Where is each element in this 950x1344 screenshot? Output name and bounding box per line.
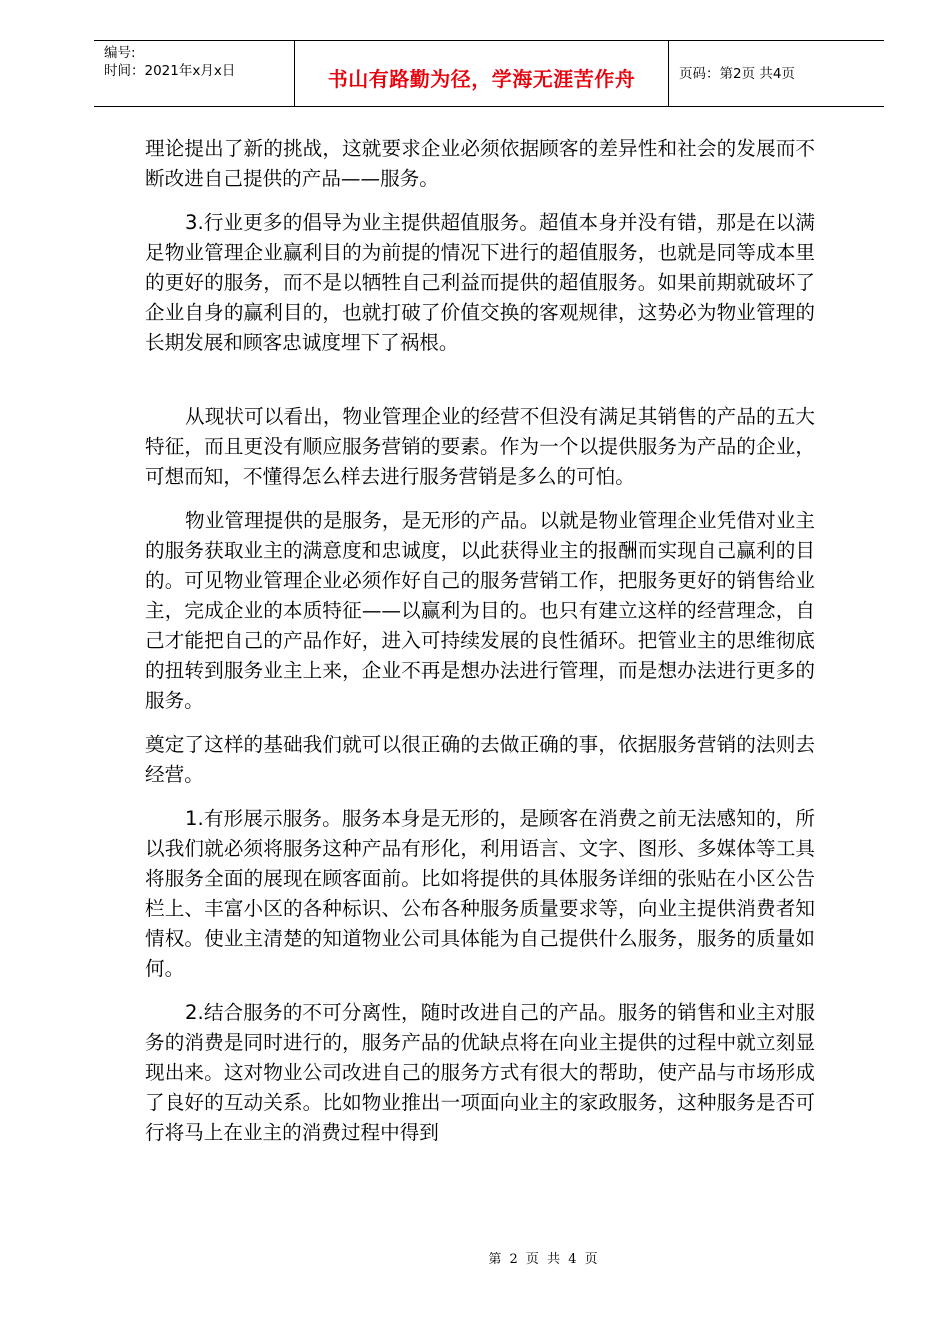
paragraph-rule-1: 1.有形展示服务。服务本身是无形的，是顾客在消费之前无法感知的，所以我们就必须将服务这种产品有形化，利用语言、文字、图形、多媒体等工具将服务全面的展现在顾客面前。比如将提供的具体服务详细的张贴在小区公告栏上、丰富小区的各种标识、公布各种服务质量要求等，向业主提供消费者知情权。使业主清楚的知道物业公司具体能为自己提供什么服务，服务的质量如何。: [145, 807, 815, 980]
header-motto-cell: [295, 41, 669, 106]
paragraph-rule-2: 2.结合服务的不可分离性，随时改进自己的产品。服务的销售和业主对服务的消费是同时进行的，服务产品的优缺点将在向业主提供的过程中就立刻显现出来。这对物业公司改进自己的服务方式有很大的帮助，使产品与市场形成了良好的互动关系。比如物业推出一项面向业主的家政服务，这种服务是否可行将马上在业主的消费过程中得到: [145, 1001, 815, 1144]
motto-text: 书山有路勤为径，学海无涯苦作舟: [327, 67, 636, 91]
paragraph-continuation: 理论提出了新的挑战，这就要求企业必须依据顾客的差异性和社会的发展而不断改进自己提供的产品——服务。: [145, 137, 815, 190]
date-label: 时间：2021年x月x日: [104, 63, 236, 79]
header-page-cell: [669, 41, 884, 106]
page-info-label: 页码：第2页 共4页: [679, 66, 795, 82]
page-footer: 第 2 页 共 4 页: [488, 1252, 600, 1267]
paragraph-status-analysis: 从现状可以看出，物业管理企业的经营不但没有满足其销售的产品的五大特征，而且更没有顺应服务营销的要素。作为一个以提供服务为产品的企业，可想而知，不懂得怎么样去进行服务营销是多么的可怕。: [145, 405, 815, 488]
header-meta-cell: [94, 41, 295, 106]
paragraph-item-3: 3.行业更多的倡导为业主提供超值服务。超值本身并没有错，那是在以满足物业管理企业赢利目的为前提的情况下进行的超值服务，也就是同等成本里的更好的服务，而不是以牺牲自己利益而提供的超值服务。如果前期就破坏了企业自身的赢利目的，也就打破了价值交换的客观规律，这势必为物业管理的长期发展和顾客忠诚度埋下了祸根。: [145, 211, 815, 354]
paragraph-foundation: 奠定了这样的基础我们就可以很正确的去做正确的事，依据服务营销的法则去经营。: [145, 733, 815, 786]
document-header: [94, 40, 884, 107]
document-body: [145, 134, 815, 1148]
serial-number-label: 编号:: [104, 45, 136, 61]
paragraph-service-nature: 物业管理提供的是服务，是无形的产品。以就是物业管理企业凭借对业主的服务获取业主的满意度和忠诚度，以此获得业主的报酬而实现自己赢利的目的。可见物业管理企业必须作好自己的服务营销工作，把服务更好的销售给业主，完成企业的本质特征——以赢利为目的。也只有建立这样的经营理念，自己才能把自己的产品作好，进入可持续发展的良性循环。把管业主的思维彻底的扭转到服务业主上来，企业不再是想办法进行管理，而是想办法进行更多的服务。: [145, 509, 815, 712]
